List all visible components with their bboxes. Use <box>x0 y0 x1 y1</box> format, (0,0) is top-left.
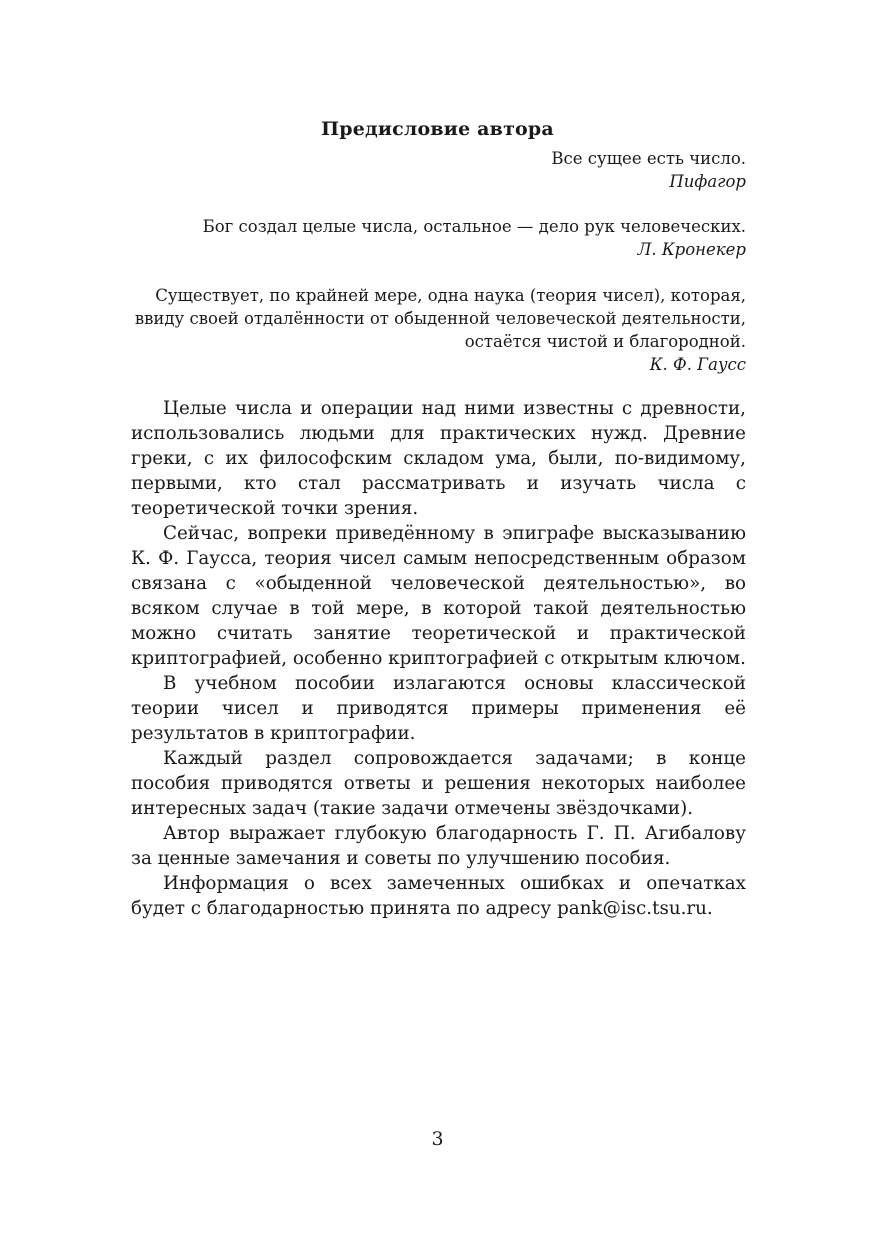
paragraph: Автор выражает глубокую благодарность Г. П. Агибалову за ценные замечания и советы по улучшению пособия. <box>131 823 746 869</box>
paragraph: Сейчас, вопреки приведённому в эпиграфе высказыванию К. Ф. Гаусса, теория чисел самым непосредственным образом связана с «обыденной человеческой деятельностью», во всяком случае в той мере, в которой такой деятельностью можно считать занятие теоретической и практической криптографией, особенно криптографией с открытым ключом. <box>131 523 746 669</box>
epigraph-author: Пифагор <box>669 172 746 191</box>
paragraph: Информация о всех замеченных ошибках и опечатках будет с благодарностью принята по адресу pank@isc.tsu.ru. <box>131 873 746 919</box>
epigraph-author: Л. Кронекер <box>637 240 746 259</box>
paragraph: Каждый раздел сопровождается задачами; в конце пособия приводятся ответы и решения некоторых наиболее интересных задач (такие задачи отмечены звёздочками). <box>131 748 746 819</box>
epigraph-line: ввиду своей отдалённости от обыденной человеческой деятельности, <box>134 309 746 328</box>
epigraph-line: Бог создал целые числа, остальное — дело рук человеческих. <box>202 217 746 236</box>
paragraph: Целые числа и операции над ними известны с древности, использовались людьми для практических нужд. Древние греки, с их философским складом ума, были, по-видимому, первыми, кто стал рассматривать и изучать числа с теоретической точки зрения. <box>131 398 746 519</box>
epigraph-author: К. Ф. Гаусс <box>649 355 746 374</box>
epigraph-line: остаётся чистой и благородной. <box>464 332 746 351</box>
preface-body <box>131 396 746 921</box>
epigraph-line: Все сущее есть число. <box>551 149 746 168</box>
page-number: 3 <box>431 1128 444 1150</box>
page-title: Предисловие автора <box>321 118 554 140</box>
epigraph-pythagoras <box>551 147 746 193</box>
epigraph-kronecker <box>203 215 746 261</box>
epigraph-line: Существует, по крайней мере, одна наука (теория чисел), которая, <box>155 286 746 305</box>
paragraph: В учебном пособии излагаются основы классической теории чисел и приводятся примеры применения её результатов в криптографии. <box>131 673 746 744</box>
epigraph-gauss <box>135 284 746 376</box>
